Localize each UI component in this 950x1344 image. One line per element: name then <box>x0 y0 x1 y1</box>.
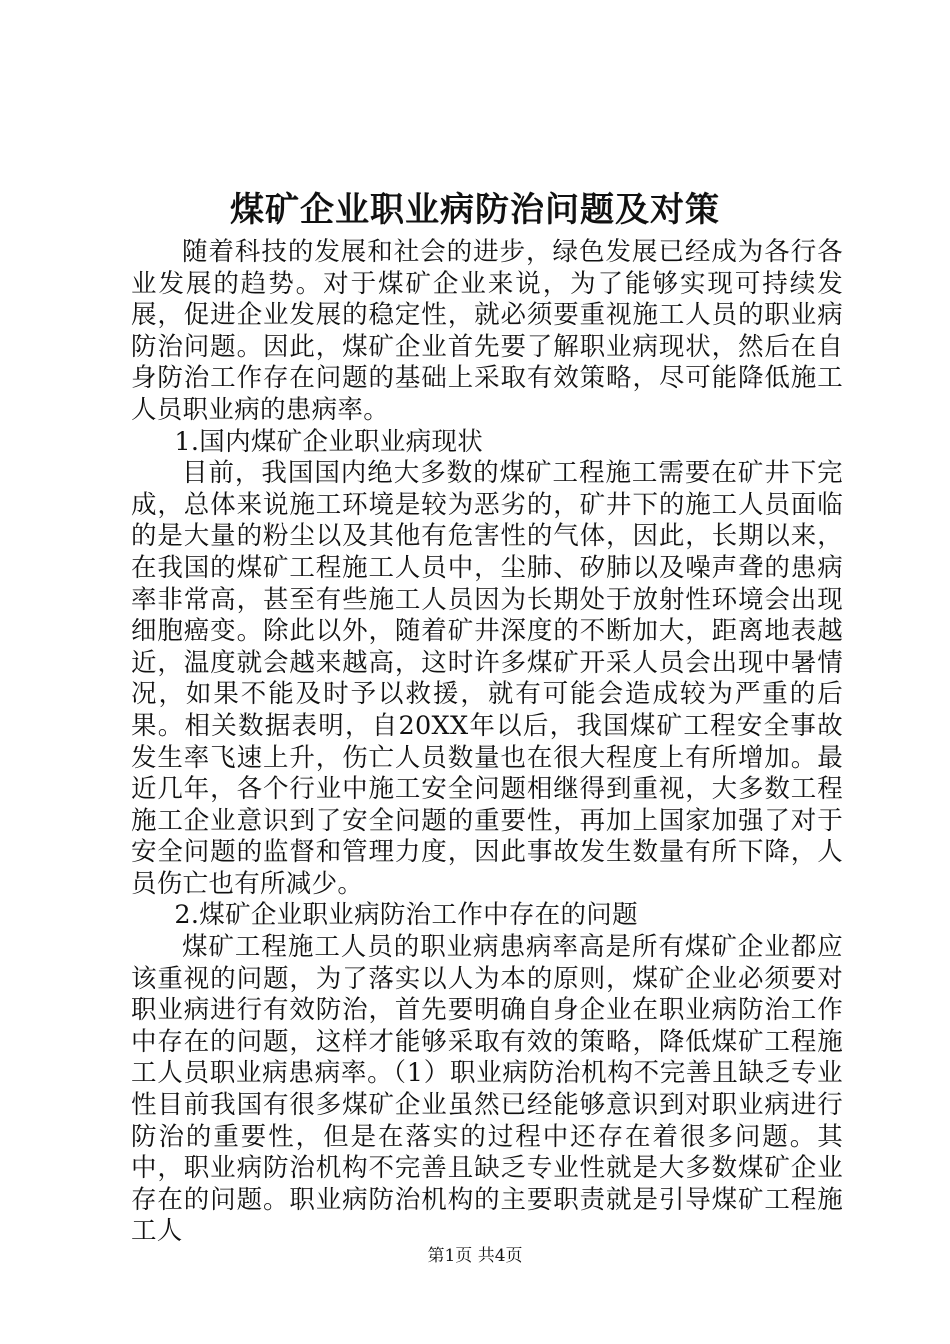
intro-paragraph: 随着科技的发展和社会的进步，绿色发展已经成为各行各业发展的趋势。对于煤矿企业来说，为了能够实现可持续发展，促进企业发展的稳定性，就必须要重视施工人员的职业病防治问题。因此，煤矿企业首先要了解职业病现状，然后在自身防治工作存在问题的基础上采取有效策略，尽可能降低施工人员职业病的患病率。 <box>131 237 843 425</box>
section-1-paragraph: 目前，我国国内绝大多数的煤矿工程施工需要在矿井下完成，总体来说施工环境是较为恶劣的，矿井下的施工人员面临的是大量的粉尘以及其他有危害性的气体，因此，长期以来，在我国的煤矿工程施工人员中，尘肺、矽肺以及噪声聋的患病率非常高，甚至有些施工人员因为长期处于放射性环境会出现细胞癌变。除此以外，随着矿井深度的不断加大，距离地表越近，温度就会越来越高，这时许多煤矿开采人员会出现中暑情况，如果不能及时予以救援，就有可能会造成较为严重的后果。相关数据表明，自20XX年以后，我国煤矿工程安全事故发生率飞速上升，伤亡人员数量也在很大程度上有所增加。最近几年，各个行业中施工安全问题相继得到重视，大多数工程施工企业意识到了安全问题的重要性，再加上国家加强了对于安全问题的监督和管理力度，因此事故发生数量有所下降，人员伤亡也有所减少。 <box>131 458 843 899</box>
document-title: 煤矿企业职业病防治问题及对策 <box>230 190 720 230</box>
section-heading-2: 2.煤矿企业职业病防治工作中存在的问题 <box>174 900 638 931</box>
section-2-paragraph: 煤矿工程施工人员的职业病患病率高是所有煤矿企业都应该重视的问题，为了落实以人为本的原则，煤矿企业必须要对职业病进行有效防治，首先要明确自身企业在职业病防治工作中存在的问题，这样才能够采取有效的策略，降低煤矿工程施工人员职业病患病率。（1）职业病防治机构不完善且缺乏专业性目前我国有很多煤矿企业虽然已经能够意识到对职业病进行防治的重要性，但是在落实的过程中还存在着很多问题。其中，职业病防治机构不完善且缺乏专业性就是大多数煤矿企业存在的问题。职业病防治机构的主要职责就是引导煤矿工程施工人 <box>131 932 843 1247</box>
document-body <box>131 237 843 1248</box>
section-heading-1: 1.国内煤矿企业职业病现状 <box>174 426 484 457</box>
page-number-footer: 第1页 共4页 <box>427 1246 523 1266</box>
